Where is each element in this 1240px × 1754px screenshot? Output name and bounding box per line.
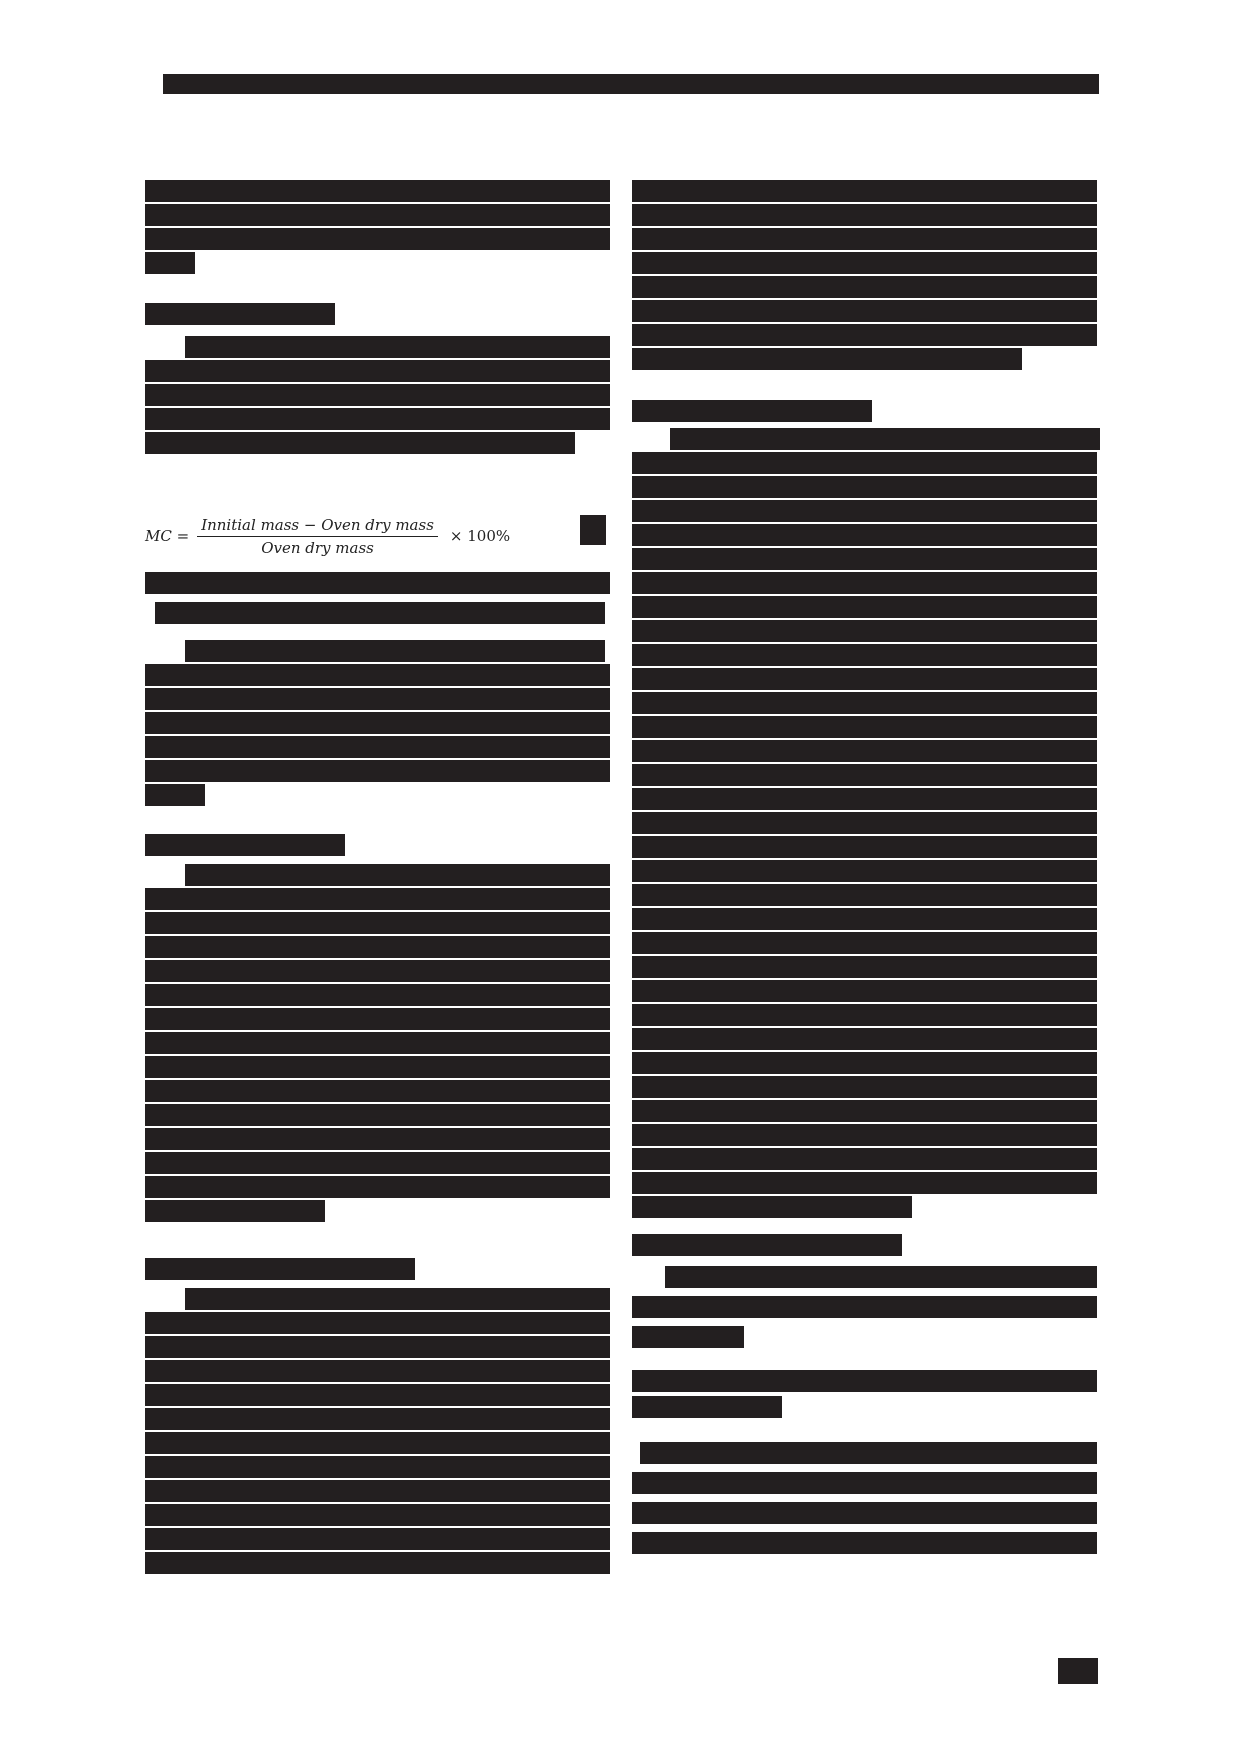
redacted-text-line	[665, 1266, 1097, 1288]
redacted-text-line	[145, 228, 610, 250]
redacted-text-line	[145, 1360, 610, 1382]
redacted-text-line	[145, 1384, 610, 1406]
redacted-text-line	[632, 1100, 1097, 1122]
redacted-text-line	[632, 1172, 1097, 1194]
equation-lhs: MC =	[145, 527, 190, 545]
redacted-text-line	[632, 668, 1097, 690]
redacted-text-line	[632, 572, 1097, 594]
redacted-text-line	[632, 1396, 782, 1418]
redacted-text-line	[632, 1148, 1097, 1170]
redacted-text-line	[145, 1504, 610, 1526]
redacted-text-line	[145, 1104, 610, 1126]
redacted-text-line	[632, 348, 1022, 370]
redacted-text-line	[632, 276, 1097, 298]
redacted-text-line	[145, 384, 610, 406]
equation-multiplier: × 100%	[449, 527, 511, 545]
redacted-text-line	[145, 408, 610, 430]
redacted-text-line	[632, 1370, 1097, 1392]
redacted-text-line	[632, 860, 1097, 882]
redacted-text-line	[145, 984, 610, 1006]
redacted-text-line	[670, 428, 1100, 450]
redacted-text-line	[145, 664, 610, 686]
redacted-text-line	[145, 204, 610, 226]
redacted-text-line	[145, 303, 335, 325]
redacted-text-line	[145, 1258, 415, 1280]
redacted-text-line	[145, 1176, 610, 1198]
redacted-text-line	[145, 1128, 610, 1150]
redacted-text-line	[145, 1480, 610, 1502]
redacted-text-line	[632, 1234, 902, 1256]
redacted-text-line	[145, 572, 610, 594]
redacted-text-line	[632, 548, 1097, 570]
page-number-redacted	[1058, 1658, 1098, 1684]
redacted-text-line	[632, 692, 1097, 714]
redacted-text-line	[632, 716, 1097, 738]
redacted-text-line	[145, 360, 610, 382]
redacted-text-line	[632, 204, 1097, 226]
redacted-text-line	[155, 602, 605, 624]
redacted-text-line	[145, 1408, 610, 1430]
redacted-text-line	[145, 936, 610, 958]
redacted-text-line	[632, 932, 1097, 954]
redacted-text-line	[145, 712, 610, 734]
redacted-text-line	[632, 1004, 1097, 1026]
redacted-text-line	[145, 960, 610, 982]
redacted-text-line	[632, 452, 1097, 474]
redacted-text-line	[145, 1552, 610, 1574]
redacted-text-line	[632, 908, 1097, 930]
redacted-text-line	[632, 812, 1097, 834]
redacted-text-line	[632, 1532, 1097, 1554]
redacted-text-line	[145, 1200, 325, 1222]
redacted-text-line	[632, 956, 1097, 978]
redacted-text-line	[185, 640, 605, 662]
redacted-text-line	[632, 252, 1097, 274]
redacted-text-line	[145, 1312, 610, 1334]
redacted-text-line	[632, 500, 1097, 522]
redacted-text-line	[145, 688, 610, 710]
equation-numerator: Innitial mass − Oven dry mass	[197, 516, 438, 537]
redacted-text-line	[632, 524, 1097, 546]
moisture-content-equation	[145, 508, 565, 564]
redacted-text-line	[632, 300, 1097, 322]
redacted-text-line	[632, 644, 1097, 666]
redacted-text-line	[185, 336, 610, 358]
redacted-text-line	[632, 836, 1097, 858]
redacted-text-line	[640, 1442, 1097, 1464]
redacted-text-line	[145, 1432, 610, 1454]
equation-fraction	[197, 516, 438, 557]
redacted-text-line	[145, 1528, 610, 1550]
redacted-text-line	[145, 180, 610, 202]
redacted-text-line	[145, 1080, 610, 1102]
redacted-text-line	[632, 1472, 1097, 1494]
equation-number-redacted	[580, 515, 606, 545]
redacted-text-line	[632, 596, 1097, 618]
redacted-text-line	[632, 228, 1097, 250]
redacted-text-line	[632, 1076, 1097, 1098]
redacted-text-line	[632, 764, 1097, 786]
redacted-text-line	[632, 620, 1097, 642]
redacted-text-line	[145, 432, 575, 454]
redacted-text-line	[632, 1502, 1097, 1524]
equation-denominator: Oven dry mass	[261, 538, 374, 557]
redacted-text-line	[145, 912, 610, 934]
redacted-text-line	[145, 1008, 610, 1030]
redacted-text-line	[632, 1296, 1097, 1318]
redacted-text-line	[145, 1056, 610, 1078]
redacted-text-line	[145, 252, 195, 274]
redacted-text-line	[145, 760, 610, 782]
redacted-text-line	[185, 864, 610, 886]
redacted-text-line	[632, 1326, 744, 1348]
redacted-text-line	[145, 1336, 610, 1358]
redacted-text-line	[145, 1032, 610, 1054]
redacted-text-line	[632, 476, 1097, 498]
redacted-text-line	[185, 1288, 610, 1310]
redacted-text-line	[632, 1028, 1097, 1050]
redacted-text-line	[145, 1456, 610, 1478]
redacted-text-line	[632, 980, 1097, 1002]
redacted-text-line	[632, 400, 872, 422]
redacted-text-line	[145, 1152, 610, 1174]
redacted-text-line	[145, 834, 345, 856]
redacted-text-line	[632, 1124, 1097, 1146]
redacted-text-line	[632, 180, 1097, 202]
redacted-text-line	[145, 888, 610, 910]
redacted-text-line	[632, 788, 1097, 810]
redacted-text-line	[145, 784, 205, 806]
running-header-redacted	[163, 74, 1099, 94]
redacted-text-line	[145, 736, 610, 758]
redacted-text-line	[632, 1052, 1097, 1074]
redacted-text-line	[632, 324, 1097, 346]
redacted-text-line	[632, 884, 1097, 906]
redacted-text-line	[632, 740, 1097, 762]
redacted-text-line	[632, 1196, 912, 1218]
